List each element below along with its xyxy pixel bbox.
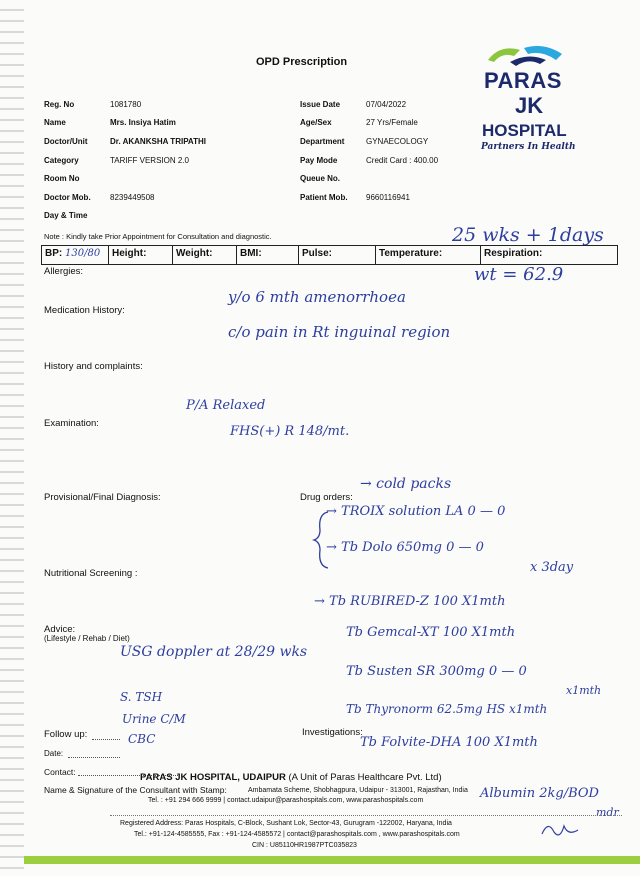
hw-bp: 130/80 [65,248,101,259]
binder-holes [0,0,24,876]
footer-cin: CIN : U85110HR1987PTC035823 [252,842,357,849]
age-sex-label: Age/Sex [300,118,332,127]
logo-text-jk: JK [515,93,544,118]
pay-mode-value: Credit Card : 400.00 [366,156,439,165]
hw-rx-3: → Tb RUBIRED-Z 100 X1mth [314,594,506,609]
day-time-label: Day & Time [44,211,88,220]
category-label: Category [44,156,79,165]
hw-history-2: c/o pain in Rt inguinal region [228,323,451,341]
hw-advice-1: USG doppler at 28/29 wks [120,644,308,660]
footer-registered: Registered Address: Paras Hospitals, C-Block, Sushant Lok, Sector-43, Gurugram -122002, Haryana, India [120,820,452,827]
doctor-label: Doctor/Unit [44,137,88,146]
name-label: Name [44,118,66,127]
hw-rx-2: → Tb Dolo 650mg 0 — 0 [326,540,484,555]
page-title: OPD Prescription [256,56,348,68]
hw-rx-5b: x1mth [566,684,602,697]
follow-up-label: Follow up: [44,729,88,740]
hw-rx-6: Tb Thyronorm 62.5mg HS x1mth [346,702,548,716]
drug-orders-label: Drug orders: [300,492,353,503]
advice-label: Advice: [44,624,76,635]
follow-up-line [92,739,120,740]
doctor-mob-value: 8239449508 [110,193,155,202]
hw-rx-5: Tb Susten SR 300mg 0 — 0 [346,664,527,679]
footer-unit: (A Unit of Paras Healthcare Pvt. Ltd) [285,772,442,783]
investigations-label: Investigations: [302,727,363,738]
hw-exam-2: FHS(+) R 148/mt. [230,424,350,439]
hw-weight: wt = 62.9 [474,264,564,285]
logo-tagline: Partners In Health [481,142,576,152]
hw-rx-1: → TROIX solution LA 0 — 0 [326,504,506,519]
footer-tel: Tel. : +91 294 666 9999 | contact.udaipur@parashospitals.com, www.parashospitals.com [148,797,424,804]
vitals-pulse: Pulse: [299,246,376,264]
nutritional-label: Nutritional Screening : [44,568,138,579]
vitals-bmi: BMI: [237,246,299,264]
name-value: Mrs. Insiya Hatim [110,118,176,127]
hw-rx-7: Tb Folvite-DHA 100 X1mth [360,735,538,750]
patient-mob-value: 9660116941 [366,193,410,202]
brace-icon [312,510,332,570]
reg-no-label: Reg. No [44,100,75,109]
allergies-label: Allergies: [44,266,84,277]
paras-logo-icon [480,40,580,68]
vitals-row [41,245,618,265]
contact-label: Contact: [44,767,76,777]
reg-no-value: 1081780 [110,100,142,109]
appointment-note: Note : Kindly take Prior Appointment for Consultation and diagnostic. [44,232,272,241]
hw-inv-3: CBC [128,732,156,746]
hw-signature-note-2: mdr [596,806,619,819]
footer-address: Ambamata Scheme, Shobhagpura, Udaipur - 313001, Rajasthan, India [248,787,468,794]
patient-mob-label: Patient Mob. [300,193,348,202]
footer-divider [110,815,622,816]
hw-rx-0: → cold packs [360,476,452,492]
hw-inv-2: Urine C/M [122,712,186,726]
bp-label: BP: [45,248,63,259]
department-label: Department [300,137,345,146]
date-line [68,757,120,758]
department-value: GYNAECOLOGY [366,137,429,146]
logo-text-hospital: HOSPITAL [482,121,567,140]
footer-hospital [140,772,442,783]
footer-reg-tel: Tel.: +91-124-4585555, Fax : +91-124-4585572 | contact@parashospitals.com , www.parashospitals.com [134,831,460,838]
footer-hospital-name: PARAS JK HOSPITAL, UDAIPUR [140,772,286,783]
issue-date-label: Issue Date [300,100,341,109]
hw-rx-4: Tb Gemcal-XT 100 X1mth [346,625,516,640]
examination-label: Examination: [44,418,99,429]
age-sex-value: 27 Yrs/Female [366,118,418,127]
logo-text-paras: PARAS [484,68,562,93]
hw-signature-note: Albumin 2kg/BOD [480,786,599,801]
history-label: History and complaints: [44,361,143,372]
hw-inv-1: S. TSH [120,690,163,704]
medication-history-label: Medication History: [44,305,125,316]
doctor-value: Dr. AKANKSHA TRIPATHI [110,137,206,146]
queue-label: Queue No. [300,174,341,183]
vitals-bp [42,246,109,264]
signature-label: Name & Signature of the Consultant with Stamp: [44,785,227,795]
vitals-weight: Weight: [173,246,237,264]
signature-scribble-icon [540,818,580,842]
hw-history-1: y/o 6 mth amenorrhoea [228,288,406,306]
diagnosis-label: Provisional/Final Diagnosis: [44,492,161,503]
vitals-height: Height: [109,246,173,264]
hw-gestation: 25 wks + 1days [452,224,604,246]
issue-date-value: 07/04/2022 [366,100,407,109]
room-label: Room No [44,174,80,183]
date-label: Date: [44,749,64,758]
vitals-temperature: Temperature: [376,246,481,264]
hw-rx-2b: x 3day [530,560,574,575]
category-value: TARIFF VERSION 2.0 [110,156,189,165]
hw-exam-1: P/A Relaxed [186,398,266,413]
advice-sub-label: (Lifestyle / Rehab / Diet) [44,634,130,643]
footer-green-bar [24,856,640,864]
pay-mode-label: Pay Mode [300,156,338,165]
doctor-mob-label: Doctor Mob. [44,193,91,202]
vitals-respiration: Respiration: [484,248,543,259]
